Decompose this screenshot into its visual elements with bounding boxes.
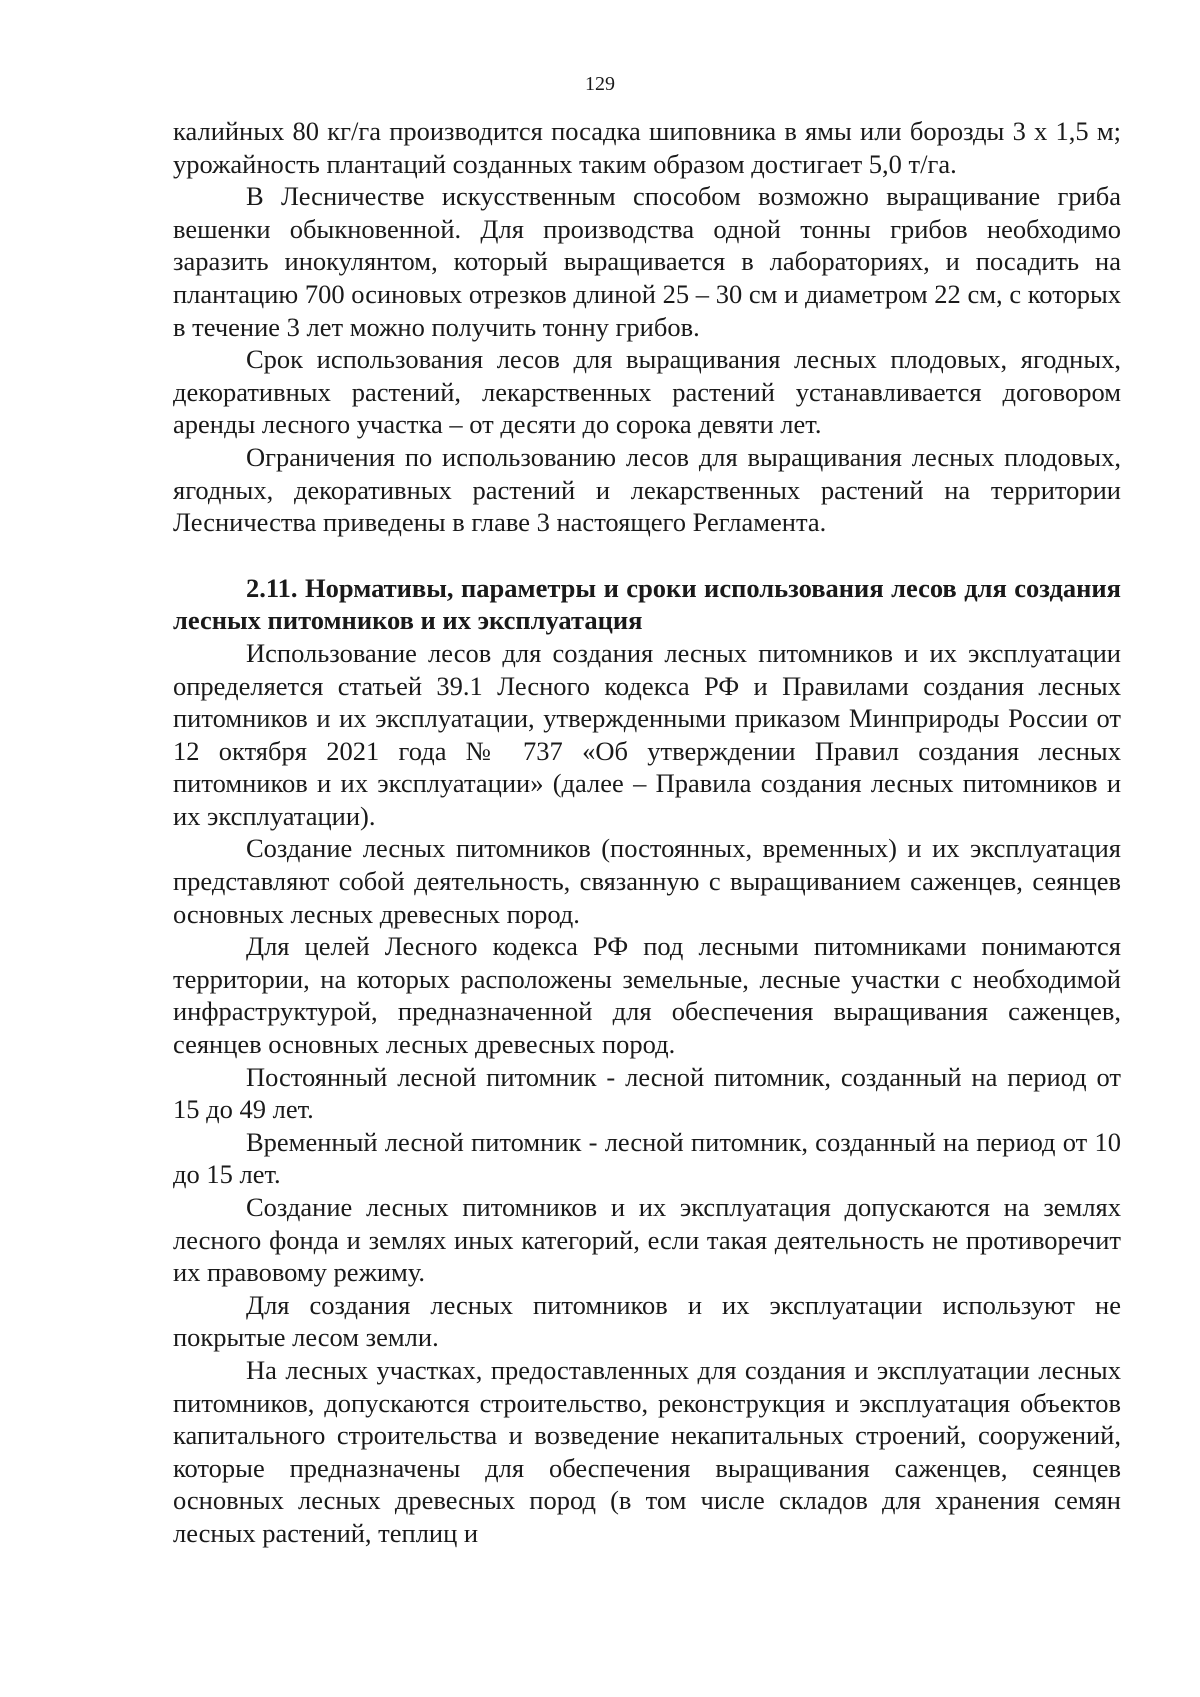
paragraph: Для целей Лесного кодекса РФ под лесными питомниками понимаются территории, на которых расположены земельные, лесные участки с необходимой инфраструктурой, предназначенной для обеспечения выращивания саженцев, сеянцев основных лесных древесных пород. [173, 931, 1121, 1060]
paragraph: Срок использования лесов для выращивания лесных плодовых, ягодных, декоративных растений, лекарственных растений устанавливается договором аренды лесного участка – от десяти до сорока девяти лет. [173, 344, 1121, 440]
paragraph: Временный лесной питомник - лесной питомник, созданный на период от 10 до 15 лет. [173, 1126, 1121, 1190]
paragraph: Постоянный лесной питомник - лесной питомник, созданный на период от 15 до 49 лет. [173, 1061, 1121, 1125]
paragraph: Использование лесов для создания лесных питомников и их эксплуатации определяется статьей 39.1 Лесного кодекса РФ и Правилами создания лесных питомников и их эксплуатации, утвержденными приказом Минприроды России от 12 октября 2021 года № 737 «Об утверждении Правил создания лесных питомников и их эксплуатации» (далее – Правила создания лесных питомников и их эксплуатации). [173, 637, 1121, 831]
paragraph: На лесных участках, предоставленных для создания и эксплуатации лесных питомников, допускаются строительство, реконструкция и эксплуатация объектов капитального строительства и возведение некапитальных строений, сооружений, которые предназначены для обеспечения выращивания саженцев, сеянцев основных лесных древесных пород (в том числе складов для хранения семян лесных растений, теплиц и [173, 1354, 1121, 1548]
paragraph: Создание лесных питомников и их эксплуатация допускаются на землях лесного фонда и землях иных категорий, если такая деятельность не противоречит их правовому режиму. [173, 1192, 1121, 1288]
section-heading: 2.11. Нормативы, параметры и сроки использования лесов для создания лесных питомников и их эксплуатация [173, 572, 1121, 636]
document-body [173, 115, 1121, 1550]
paragraph: Для создания лесных питомников и их эксплуатации используют не покрытые лесом земли. [173, 1289, 1121, 1353]
section-spacer [173, 539, 1121, 572]
paragraph: В Лесничестве искусственным способом возможно выращивание гриба вешенки обыкновенной. Для производства одной тонны грибов необходимо заразить инокулянтом, который выращивается в лабораториях, и посадить на плантацию 700 осиновых отрезков длиной 25 – 30 см и диаметром 22 см, с которых в течение 3 лет можно получить тонну грибов. [173, 181, 1121, 342]
paragraph: калийных 80 кг/га производится посадка шиповника в ямы или борозды 3 х 1,5 м; урожайность плантаций созданных таким образом достигает 5,0 т/га. [173, 116, 1121, 179]
page-number: 129 [585, 73, 615, 95]
paragraph: Создание лесных питомников (постоянных, временных) и их эксплуатация представляют собой деятельность, связанную с выращиванием саженцев, сеянцев основных лесных древесных пород. [173, 833, 1121, 929]
paragraph: Ограничения по использованию лесов для выращивания лесных плодовых, ягодных, декоративных растений и лекарственных растений на территории Лесничества приведены в главе 3 настоящего Регламента. [173, 441, 1121, 538]
